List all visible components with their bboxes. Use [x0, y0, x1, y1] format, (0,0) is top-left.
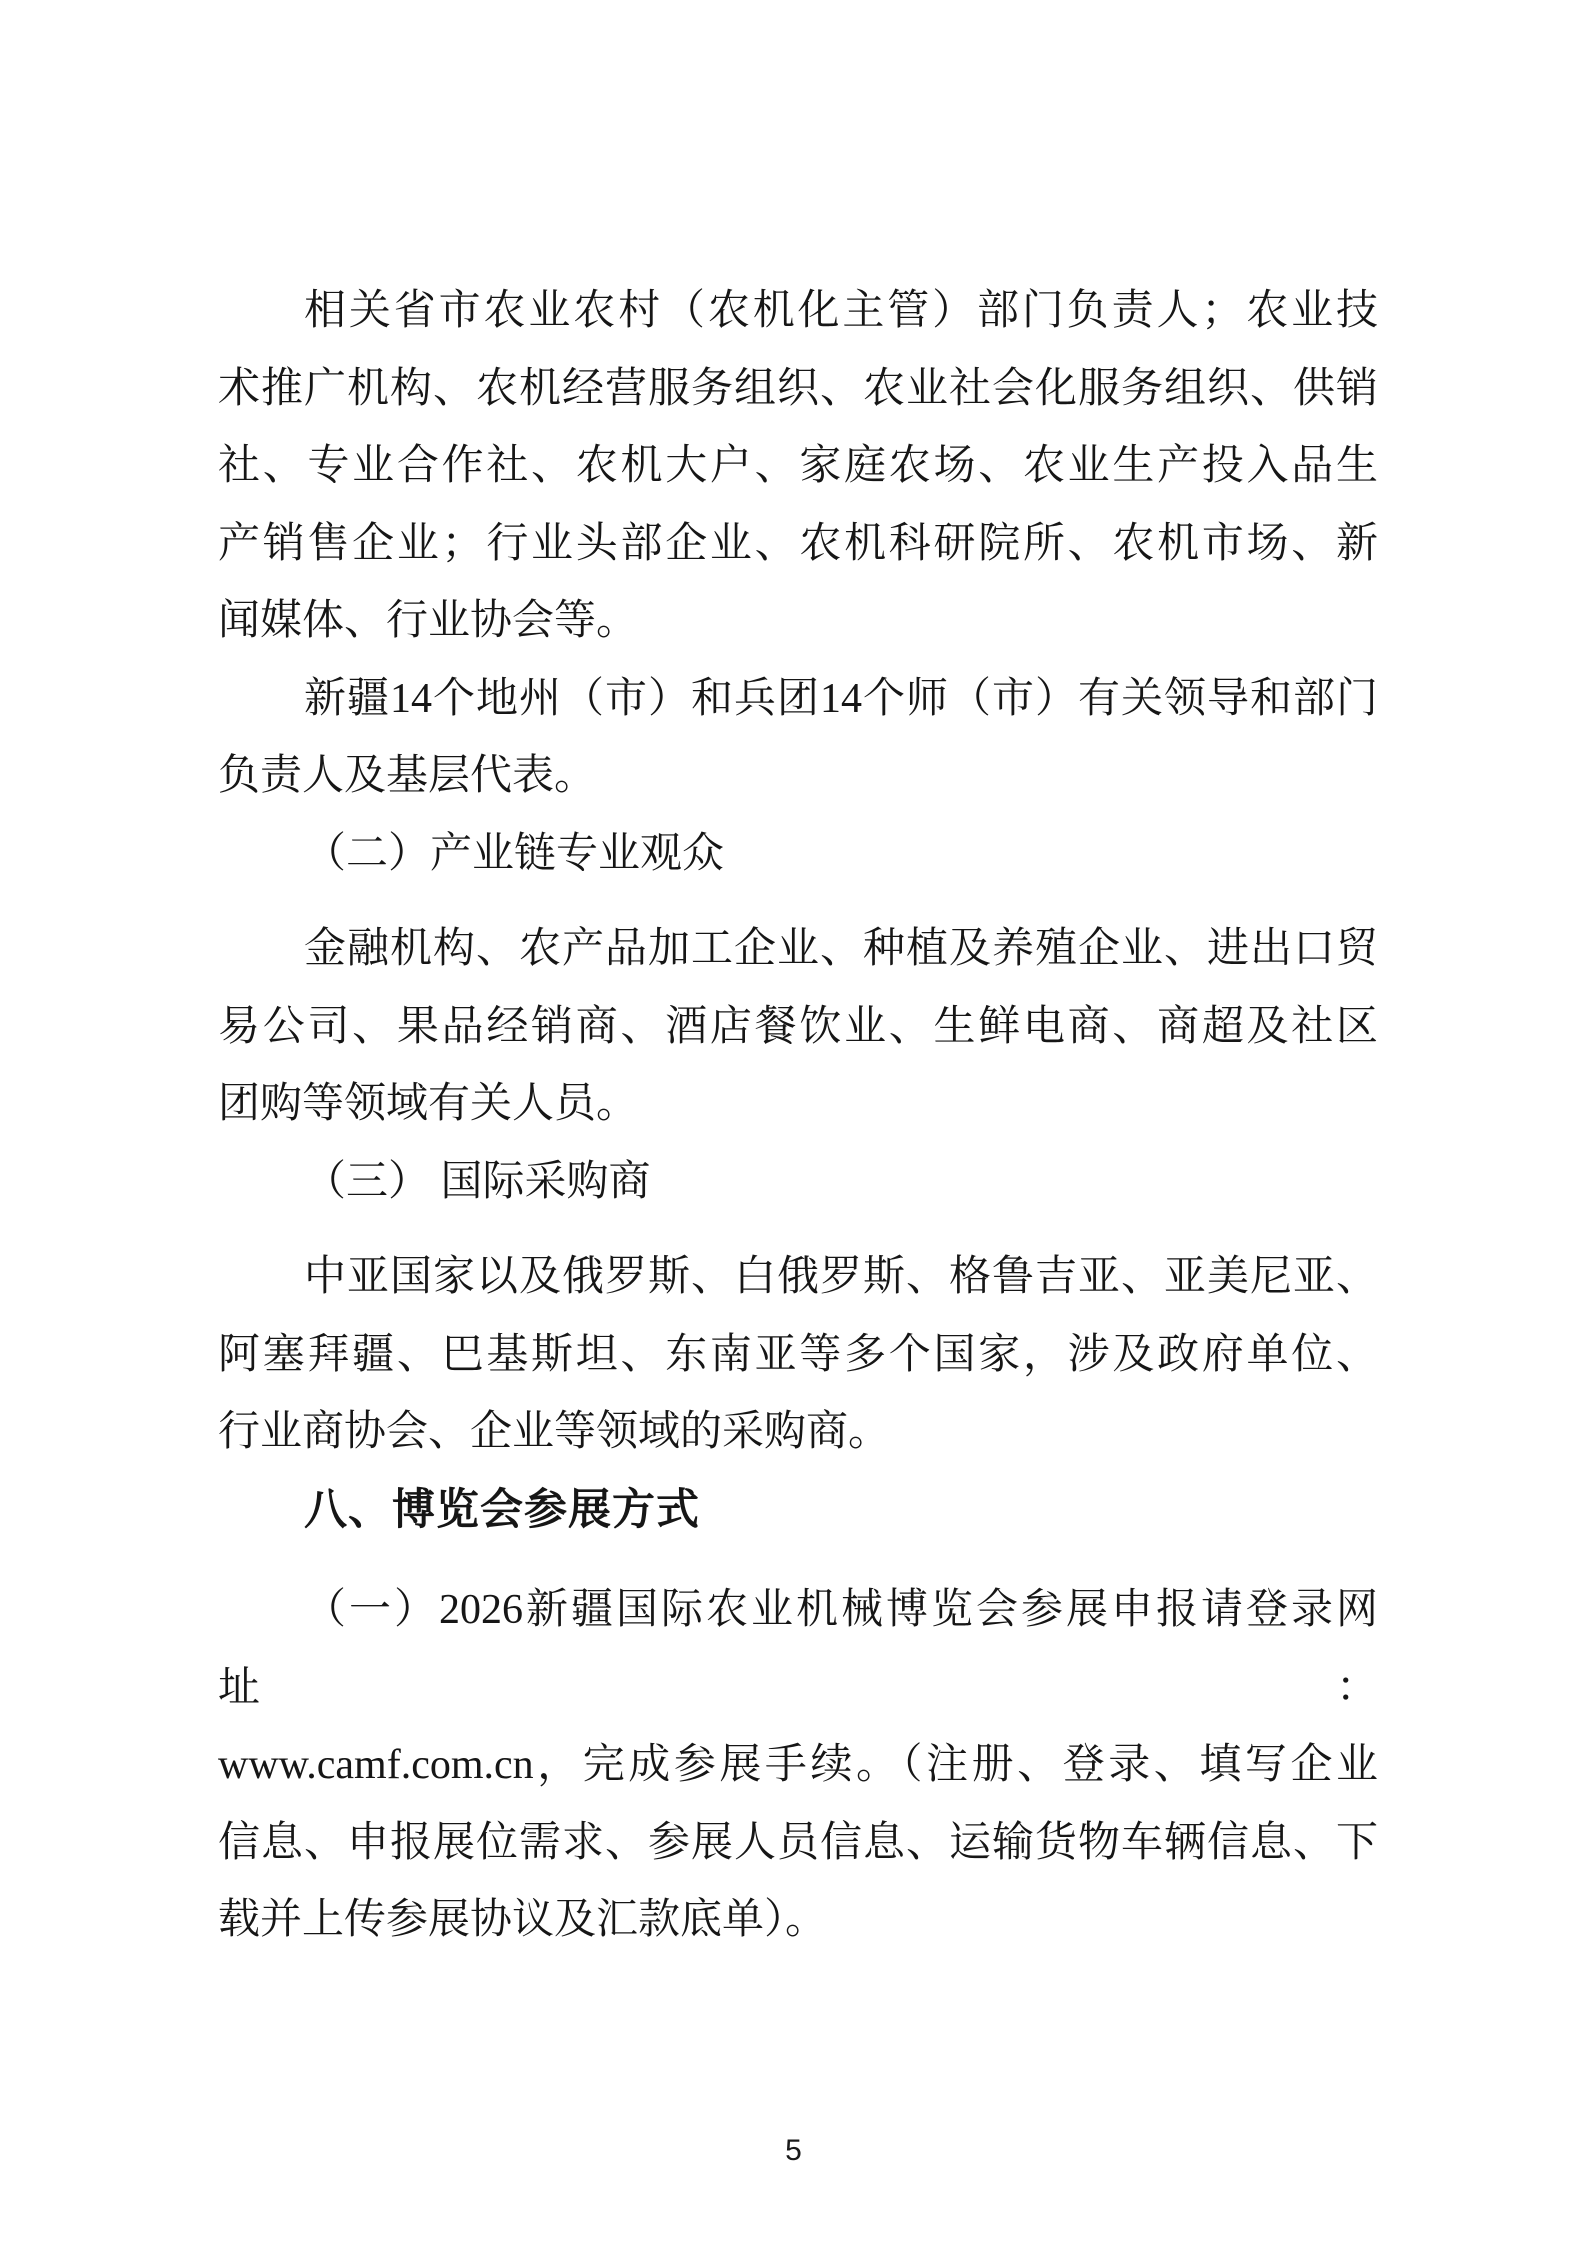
text-line: （一）2026新疆国际农业机械博览会参展申报请登录网址： — [218, 1587, 1378, 1711]
text-line: www.camf.com.cn，完成参展手续。（注册、登录、填写企业 — [218, 1742, 1378, 1788]
paragraph-attendees-government-industry — [218, 273, 1378, 661]
text-line: 相关省市农业农村（农机化主管）部门负责人；农业技 — [304, 288, 1378, 334]
text-line: 金融机构、农产品加工企业、种植及养殖企业、进出口贸 — [304, 926, 1378, 972]
page-number: 5 — [785, 2134, 802, 2167]
paragraph-international-buyers — [218, 1239, 1378, 1472]
subheading-line: （三） 国际采购商 — [304, 1158, 651, 1205]
text-line: 负责人及基层代表。 — [218, 753, 597, 799]
text-line: 中亚国家以及俄罗斯、白俄罗斯、格鲁吉亚、亚美尼亚、 — [304, 1254, 1378, 1300]
section-eight-heading — [218, 1472, 1378, 1550]
text-line: 术推广机构、农机经营服务组织、农业社会化服务组织、供销 — [218, 365, 1378, 412]
paragraph-industry-chain-visitors — [218, 911, 1378, 1144]
text-line: 团购等领域有关人员。 — [218, 1081, 639, 1127]
subheading-international-buyers — [218, 1144, 1378, 1222]
paragraph-exhibition-registration — [218, 1572, 1378, 1960]
text-line: 行业商协会、企业等领域的采购商。 — [218, 1409, 891, 1455]
text-line: 载并上传参展协议及汇款底单）。 — [218, 1897, 828, 1943]
text-line: 产销售企业；行业头部企业、农机科研院所、农机市场、新 — [218, 520, 1378, 567]
paragraph-attendees-xinjiang-bingtuan — [218, 661, 1378, 816]
text-line: 易公司、果品经销商、酒店餐饮业、生鲜电商、商超及社区 — [218, 1003, 1378, 1050]
subheading-industry-chain-visitors — [218, 816, 1378, 894]
text-line: 新疆14个地州（市）和兵团14个师（市）有关领导和部门 — [304, 675, 1378, 722]
text-line: 闻媒体、行业协会等。 — [218, 598, 639, 644]
text-line: 阿塞拜疆、巴基斯坦、东南亚等多个国家，涉及政府单位、 — [218, 1331, 1378, 1378]
subheading-line: （二）产业链专业观众 — [304, 830, 725, 877]
text-line: 社、专业合作社、农机大户、家庭农场、农业生产投入品生 — [218, 443, 1378, 489]
heading-line: 八、博览会参展方式 — [304, 1485, 700, 1534]
text-line: 信息、申报展位需求、参展人员信息、运输货物车辆信息、下 — [218, 1819, 1378, 1866]
document-body — [218, 273, 1378, 1960]
